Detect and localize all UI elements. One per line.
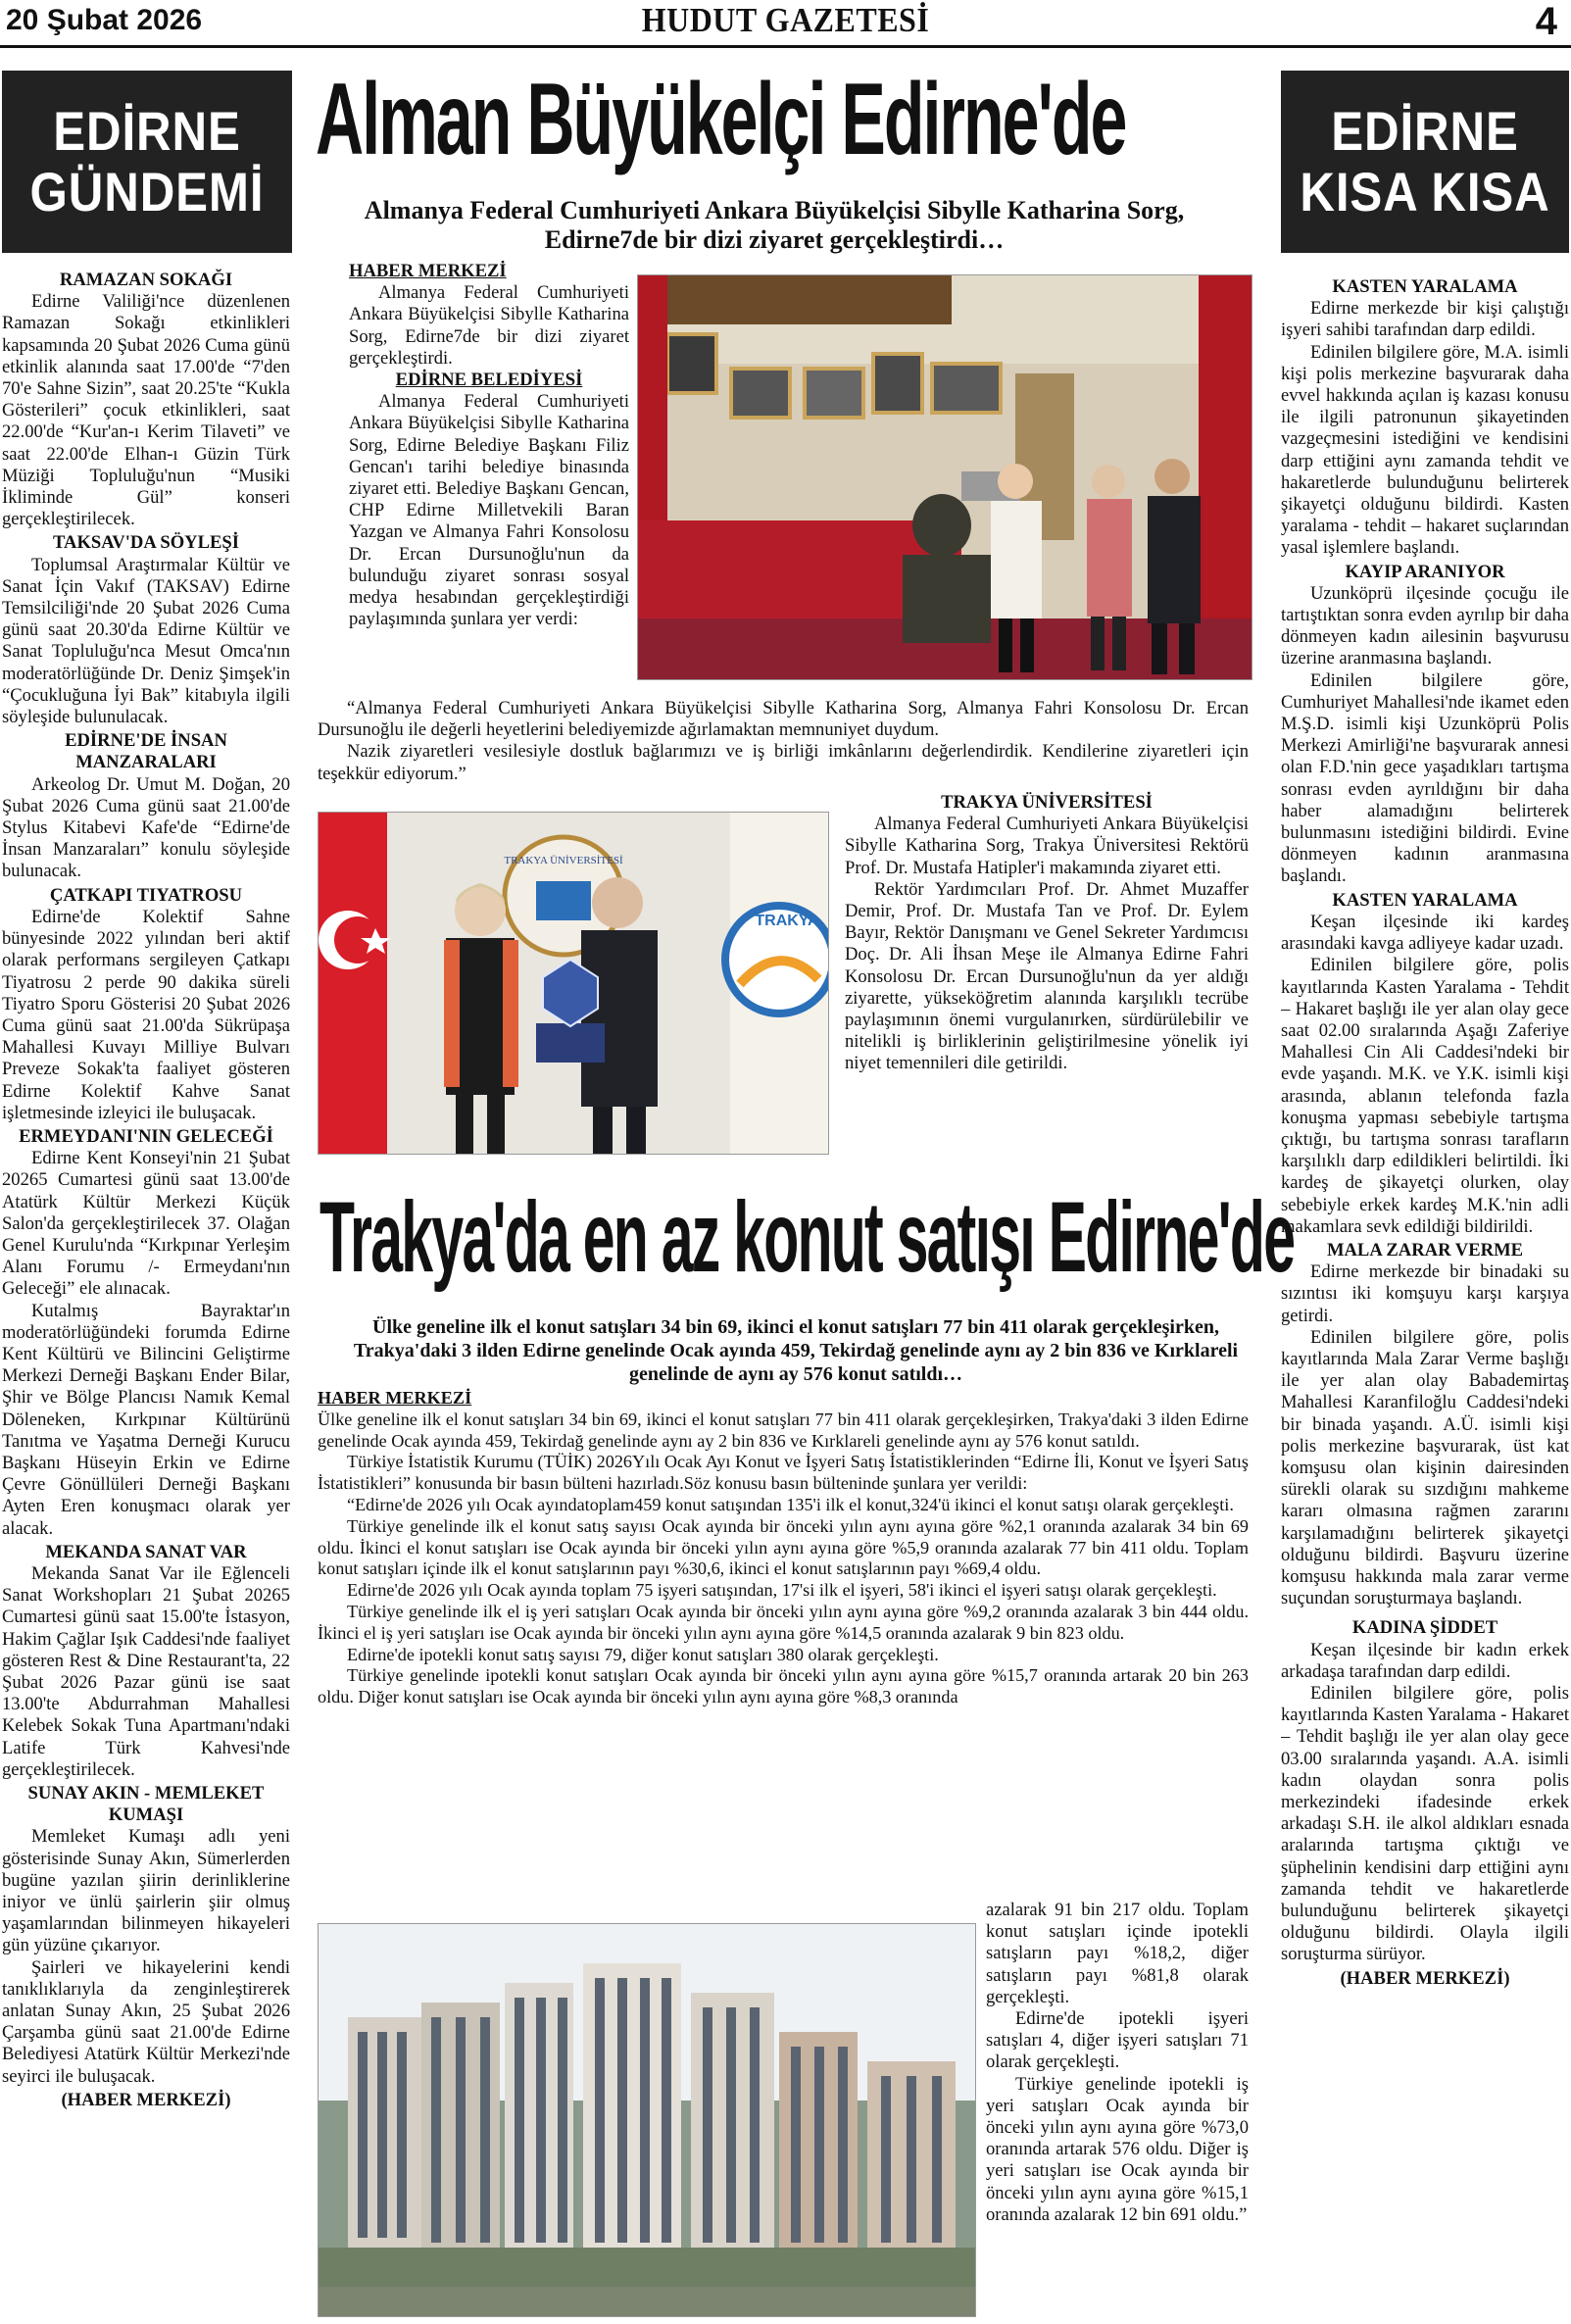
kisa-item (1281, 1240, 1569, 1609)
buildings-photo-illustration (319, 1924, 975, 2316)
story1-quotes (318, 698, 1249, 785)
item-paragraph: Edinilen bilgilere göre, polis kayıtlarında Kasten Yaralama - Tehdit – Hakaret başlığı ile yer alan olay gece saat 02.00 sıralarında Aşağı Zaferiye Mahallesi Cin Ali Caddesi'ndeki bir evde yaşandı. M.K. ve Y.K. isimli kişi arasında, ablanın telefonda fazla konuşma yapması sebebiyle tartışma çıktığı, bu tartışma sonrası tarafların karşılıklı darp edildikleri belirtildi. İki kardeş de şikayetçi olurken, olay sebebiyle erkek kardeş M.K.'nin adli makamlara sevk edildiği bildirildi. (1281, 955, 1569, 1237)
item-paragraph: Şairleri ve hikayelerini kendi tanıklıklarıyla da zenginleştirerek anlatan Sunay Akın, 25 Şubat 2026 Çarşamba günü saat 21.00'de Edirne Belediyesi Atatürk Kültür Merkezi'nde seyirci ile buluşacak. (2, 1956, 290, 2087)
story1-headline: Alman Büyükelçi Edirne'de (316, 63, 1126, 176)
left-column (2, 268, 290, 2322)
gundem-item (2, 1126, 290, 1540)
item-paragraph: Memleket Kumaşı adlı yeni gösterisinde Sunay Akın, Sümerlerden bugüne yazılan şiirin derinliklerine iniyor ve ünlü şairlerin şiir olmuş yaşamlarından bilinmeyen hikayeleri gün yüzüne çıkarıyor. (2, 1826, 290, 1956)
item-paragraph: Toplumsal Araştırmalar Kültür ve Sanat İçin Vakıf (TAKSAV) Edirne Temsilciliği'nde 20 Şubat 2026 Cuma günü saat 20.30'da Edirne Kültür ve Sanat Topluluğu'nca Mesut Omca'nın moderatörlüğünde Dr. Deniz Şimşek'in “Çocukluğuna İyi Bak” kitabıyla ilgili söyleşide bulunulacak. (2, 554, 290, 728)
story1-sub1-text: Almanya Federal Cumhuriyeti Ankara Büyükelçisi Sibylle Katharina Sorg, Edirne Belediye Başkanı Filiz Gencan'ı tarihi belediye binasında ziyaret etti. Belediye Başkanı Gencan, CHP Edirne Milletvekili Baran Yazgan ve Almanya Fahri Konsolosu Dr. Ercan Dursunoğlu'nun da bulunduğu ziyaret sonrası sosyal medya hesabından gerçekleştirdiği paylaşımında şunlara yer verdi: (349, 391, 629, 630)
photo-university-visit (318, 812, 829, 1155)
kisa-item (1281, 562, 1569, 888)
photo-municipality-visit (637, 274, 1252, 680)
story1-intro-column (349, 261, 629, 692)
section-title-line1: EDİRNE (53, 100, 241, 162)
story1-intro: Almanya Federal Cumhuriyeti Ankara Büyükelçisi Sibylle Katharina Sorg, Edirne7de bir dizi ziyaret gerçekleştirdi. (349, 282, 629, 369)
item-heading: ERMEYDANI'NIN GELECEĞİ (19, 1125, 273, 1147)
story2-body (318, 1388, 1249, 1708)
story2-paragraph: Türkiye genelinde ilk el iş yeri satışları Ocak ayında bir önceki yılın aynı ayına göre %9,2 oranında azalarak 3 bin 444 oldu. İkinci el iş yeri satışları ise Ocak ayında bir önceki yılın aynı ayına göre %14,5 oranında azalarak 9 bin 823 oldu. (318, 1601, 1249, 1643)
story1-subhead: Almanya Federal Cumhuriyeti Ankara Büyükelçisi Sibylle Katharina Sorg, Edirne7de bir dizi ziyaret gerçekleştirdi… (364, 196, 1185, 254)
item-paragraph: Edinilen bilgilere göre, polis kayıtlarında Kasten Yaralama - Hakaret – Tehdit başlığı ile yer alan olay gece 03.00 sıralarında yaşandı. A.A. isimli kadın olaydan sonra polis merkezindeki ifadesinde erkek arkadaşı S.H. ile alkol aldıkları esnada aralarında tartışma çıktığı ve şüphelinin kendisini darp ettiğini aynı zamanda tehdit ve hakaretlerde bulunduğunu belirterek şikayetçi olduğunu bildirdi. Olayla ilgili soruşturma sürüyor. (1281, 1683, 1569, 1965)
item-heading: KASTEN YARALAMA (1332, 889, 1518, 911)
paper-name: HUDUT GAZETESİ (641, 0, 930, 39)
story2-paragraph: “Edirne'de 2026 yılı Ocak ayındatoplam459 konut satışından 135'i ilk el konut,324'ü ikinci el konut satışı olarak gerçekleşti. (347, 1494, 1234, 1514)
story2-side-paragraph: Edirne'de ipotekli işyeri satışları 4, diğer işyeri satışları 71 olarak gerçekleşti. (986, 2008, 1249, 2073)
story1-sub1: EDİRNE BELEDİYESİ (395, 370, 583, 391)
item-paragraph: Edinilen bilgilere göre, M.A. isimli kişi polis merkezine başvurarak daha evvel hakkında açılan iş kazası konusu ile ilgili patronunun şikayetinden vazgeçmesini istediğini ve kendisini darp ettiğini aynı zamanda tehdit ve hakaretlerde bulunduğunu belirterek şikayetçi olduğunu bildirdi. Kasten yaralama - tehdit – hakaret suçlarından yasal işlemlere başlandı. (1281, 341, 1569, 559)
story2-paragraph: Türkiye genelinde ilk el konut satış sayısı Ocak ayında bir önceki yılın aynı ayına göre %2,1 oranında azalarak 34 bin 69 oldu. İkinci el konut satışları ise Ocak ayında bir önceki yılın aynı ayına göre %5,9 oranında azalarak 77 bin 411 oldu. Toplam konut satışları içinde ilk el konut satışlarının payı %30,6, ikinci el konut satışlarının payı %69,4 oldu. (318, 1515, 1249, 1579)
item-heading: MEKANDA SANAT VAR (45, 1541, 247, 1562)
flag-text: TRAKYA (755, 913, 819, 929)
item-paragraph: Keşan ilçesinde iki kardeş arasındaki kavga adliyeye kadar uzadı. (1281, 911, 1569, 955)
story2-paragraph: Türkiye genelinde ipotekli konut satışları Ocak ayında bir önceki yılın aynı ayına göre %15,7 oranında artarak 20 bin 263 oldu. Diğer konut satışları ise Ocak ayında bir önceki yılın aynı ayına göre %8,3 oranında (318, 1665, 1249, 1707)
issue-date: 20 Şubat 2026 (6, 4, 203, 36)
left-credit: (HABER MERKEZİ) (61, 2089, 231, 2110)
item-paragraph: Edirne Valiliği'nce düzenlenen Ramazan Sokağı etkinlikleri kapsamında 20 Şubat 2026 Cuma günü etkinlik alanında saat 17.00'de “7'den 70'e Sahne Sizin”, saat 20.25'te “Kukla Gösterileri” çocuk etkinlikleri, saat 22.00'de “Kur'an-ı Kerim Tilaveti” ve saat 22.00'de Elhan-ı Güzin Türk Müziği Topluluğu'nun “Musiki İkliminde Gül” konseri gerçekleştirilecek. (2, 291, 290, 530)
edirne-kisa-kisa-box (1281, 71, 1569, 253)
story2-paragraph: Edirne'de ipotekli konut satış sayısı 79, diğer konut satışları 380 olarak gerçekleşti. (347, 1644, 939, 1664)
item-paragraph: Uzunköprü ilçesinde çocuğu ile tartıştıktan sonra evden ayrılıp bir daha dönmeyen kadın ailesinin başvurusu üzerine aranmasına başlandı. (1281, 582, 1569, 669)
gundem-item (2, 270, 290, 530)
gundem-item (2, 885, 290, 1124)
story2-paragraph: Ülke geneline ilk el konut satışları 34 bin 69, ikinci el konut satışları 77 bin 411 olarak gerçekleşirken, Trakya'daki 3 ilden Edirne genelinde Ocak ayında 459, Tekirdağ genelinde aynı ay 2 bin 836 ve Kırklareli genelinde aynı ay 576 konut satıldı. (318, 1409, 1249, 1451)
item-paragraph: Edirne'de Kolektif Sahne bünyesinde 2022 yılından beri aktif olarak performans sergileyen Çatkapı Tiyatrosu 2 perde 90 dakika süreli Tiyatro Sporu Gösterisi 20 Şubat 2026 Cuma günü saat 21.00'da Sükrüpaşa Mahallesi Kuvayı Milliye Bulvarı Preveze Sokak'ta faaliyet gösteren Edirne Kolektif Kahve Sanat işletmesinde izleyici ile buluşacak. (2, 906, 290, 1123)
right-credit: (HABER MERKEZİ) (1340, 1967, 1510, 1989)
edirne-gundemi-box (2, 71, 292, 253)
story1-sub2: TRAKYA ÜNİVERSİTESİ (941, 792, 1153, 813)
item-heading: SUNAY AKIN - MEMLEKET KUMAŞI (27, 1783, 265, 1826)
seal-text: TRAKYA ÜNİVERSİTESİ (504, 855, 623, 866)
story2-headline: Trakya'da en az konut satışı Edirne'de (319, 1181, 1295, 1293)
kisa-item (1281, 1617, 1569, 1965)
item-paragraph: Edirne merkezde bir binadaki su sızıntısı iki komşuyu karşı karşıya getirdi. (1281, 1261, 1569, 1326)
item-heading: MALA ZARAR VERME (1326, 1239, 1524, 1261)
story1-quote2: Nazik ziyaretleri vesilesiyle dostluk bağlarımızı ve iş birliği imkânlarını değerlendirdik. Kendilerine ziyaretleri için teşekkür ediyorum.” (318, 741, 1249, 784)
item-paragraph: Edinilen bilgilere göre, polis kayıtlarında Mala Zarar Verme başlığı ile yer alan olay Babademirtaş Mahallesi Karanfiloğlu Caddesi'ndeki bir binada yaşandı. A.Ü. isimli kişi polis merkezine başvurarak, üst kat komşusu olan kişinin dairesinden sürekli olarak su sızdığını mahkeme kararı olmasına rağmen zararını karşılamadığını belirterek şikayetçi olduğunu bildirdi. Başvuru üzerine komşusu hakkında mala zarar verme suçundan soruşturmaya başlandı. (1281, 1326, 1569, 1609)
item-paragraph: Edinilen bilgilere göre, Cumhuriyet Mahallesi'nde ikamet eden M.Ş.D. isimli kişi Uzunköprü Polis Merkezi Amirliği'ne başvurarak annesi olan F.D.'nin gece yaşadıkları tartışma sonrası evden ayrıldığını bir daha haber alamadığını belirterek bulunmasını istediğini bildirdi. Evine dönmeyen kadının aranmasına başlandı. (1281, 669, 1569, 887)
section-title-line2: KISA KISA (1300, 161, 1550, 223)
gundem-item (2, 1783, 290, 2088)
item-heading: ÇATKAPI TIYATROSU (49, 884, 243, 906)
right-column (1281, 274, 1569, 2321)
story2-side-column (986, 1900, 1249, 2226)
story1-university-column (845, 792, 1249, 1075)
item-paragraph: Mekanda Sanat Var ile Eğlenceli Sanat Workshopları 21 Şubat 20265 Cumartesi günü saat 15.00'te İstasyon, Hakim Çağlar Işık Caddesi'nde faaliyet gösteren Rest & Dine Restaurant'ta, 22 Şubat 2026 Pazar günü ise saat 13.00'te Abdurrahman Mahallesi Kelebek Sokak Tuna Apartmanı'ndaki Latife Türk Kahvesi'nde gerçekleştirilecek. (2, 1562, 290, 1780)
story2-side-paragraph: azalarak 91 bin 217 oldu. Toplam konut satışları içinde ipotekli satışların payı %18,2, diğer satışların payı %81,8 olarak gerçekleşti. (986, 1900, 1249, 2007)
gundem-item (2, 1542, 290, 1781)
story1-label: HABER MERKEZİ (349, 261, 507, 281)
page-number: 4 (1535, 0, 1557, 43)
story1-quote1: “Almanya Federal Cumhuriyeti Ankara Büyükelçisi Sibylle Katharina Sorg, Almanya Fahri Konsolosu Dr. Ercan Dursunoğlu ile değerli heyetlerini belediyemizde ağırlamaktan memnuniyet duydum. (318, 698, 1249, 741)
section-title-line2: GÜNDEMİ (29, 161, 265, 223)
item-paragraph: Keşan ilçesinde bir kadın erkek arkadaşa tarafından darp edildi. (1281, 1639, 1569, 1682)
gundem-item (2, 730, 290, 882)
story2-subhead: Ülke geneline ilk el konut satışları 34 bin 69, ikinci el konut satışları 77 bin 411 olarak gerçekleşirken, Trakya'daki 3 ilden Edirne genelinde Ocak ayında 459, Tekirdağ genelinde aynı ay 2 bin 836 ve Kırklareli genelinde de aynı ay 576 konut satıldı… (353, 1316, 1239, 1385)
masthead (0, 0, 1571, 48)
visit-photo-illustration (638, 275, 1252, 679)
item-paragraph: Edirne Kent Konseyi'nin 21 Şubat 20265 Cumartesi günü saat 13.00'de Atatürk Kültür Merkezi Küçük Salon'da gerçekleştirilecek 37. Olağan Genel Kurulu'nda “Kırkpınar Yerleşim Alanı Forumu /- Ermeydanı'nın Geleceği” ele alınacak. (2, 1148, 290, 1300)
item-heading: TAKSAV'DA SÖYLEŞİ (53, 532, 239, 554)
item-paragraph: Edirne merkezde bir kişi çalıştığı işyeri sahibi tarafından darp edildi. (1281, 298, 1569, 341)
item-heading: KAYIP ARANIYOR (1345, 561, 1505, 582)
story1-sub2-text2: Rektör Yardımcıları Prof. Dr. Ahmet Muzaffer Demir, Prof. Dr. Mustafa Tan ve Prof. Dr. Eylem Bayır, Rektör Danışmanı ve Genel Sekreter Yardımcısı Doç. Dr. Ali İhsan Meşe ile Almanya Edirne Fahri Konsolosu Dr. Ercan Dursunoğlu'nun da yer aldığı ziyarette, yükseköğretim alanında karşılıklı tecrübe paylaşımının önemi vurgulanırken, sürdürülebilir ve nitelikli iş birliklerinin geliştirilmesine yönelik iyi niyet temennileri dile getirildi. (845, 878, 1249, 1074)
item-paragraph: Kutalmış Bayraktar'ın moderatörlüğündeki forumda Edirne Kent Kültürü ve Bilincini Geliştirme Merkezi Derneği Başkanı Ender Bilar, Şhir ve Bölge Plancısı Namık Kemal Döleneken, Kırkpınar Kültürünü Tanıtma ve Yaşatma Derneği Kurucu Başkanı Hüseyin Erkin ve Edirne Çevre Gönüllüleri Derneği Başkanı Ayten Eren konuşmacı olarak yer alacak. (2, 1300, 290, 1539)
story2-paragraph: Edirne'de 2026 yılı Ocak ayında toplam 75 işyeri satışından, 17'si ilk el işyeri, 58'i ikinci el işyeri satışı olarak gerçekleşti. (347, 1580, 1217, 1601)
item-heading: RAMAZAN SOKAĞI (59, 270, 233, 290)
item-heading: KASTEN YARALAMA (1332, 276, 1518, 297)
story2-side-paragraph: Türkiye genelinde ipotekli iş yeri satışları Ocak ayında bir önceki yılın aynı ayına göre %73,0 oranında artarak 576 oldu. Diğer iş yeri satışları ise Ocak ayında bir önceki yılın aynı ayına göre %15,1 oranında azalarak 12 bin 691 oldu.” (986, 2073, 1249, 2225)
university-photo-illustration (319, 813, 828, 1154)
story1-sub2-text1: Almanya Federal Cumhuriyeti Ankara Büyükelçisi Sibylle Katharina Sorg, Trakya Üniversitesi Rektörü Prof. Dr. Mustafa Hatipler'i makamında ziyaret etti. (845, 814, 1249, 878)
item-paragraph: Arkeolog Dr. Umut M. Doğan, 20 Şubat 2026 Cuma günü saat 21.00'de Stylus Kitabevi Kafe'de “Edirne'de İnsan Manzaraları” konulu söyleşide bulunacak. (2, 773, 290, 882)
story2-paragraph: Türkiye İstatistik Kurumu (TÜİK) 2026Yılı Ocak Ayı Konut ve İşyeri Satış İstatistiklerinden “Edirne İli, Konut ve İşyeri Satış İstatistikleri” konusunda bir basın bülteni hazırladı.Söz konusu basın bülteninde şunlara yer verildi: (318, 1452, 1249, 1494)
gundem-item (2, 532, 290, 728)
item-heading: KADINA ŞİDDET (1351, 1617, 1498, 1639)
item-heading: EDİRNE'DE İNSAN MANZARALARI (65, 730, 227, 773)
section-title-line1: EDİRNE (1331, 100, 1519, 162)
kisa-item (1281, 276, 1569, 560)
photo-residential-buildings (318, 1923, 976, 2317)
kisa-item (1281, 890, 1569, 1238)
story2-label: HABER MERKEZİ (318, 1388, 472, 1408)
